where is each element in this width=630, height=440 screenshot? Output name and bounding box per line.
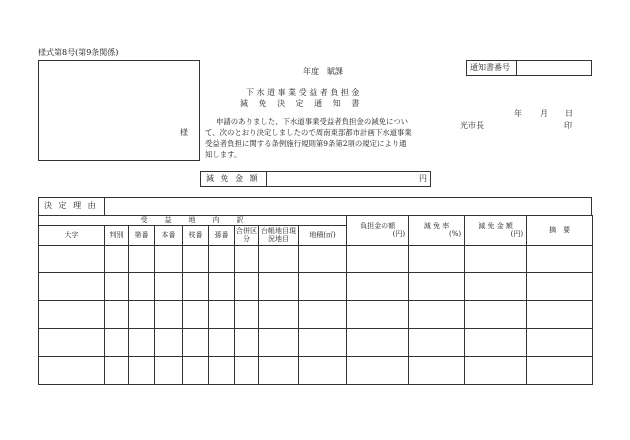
table-row xyxy=(39,273,593,301)
reason-box xyxy=(38,197,592,216)
title-line1: 下 水 道 事 業 受 益 者 負 担 金 xyxy=(246,88,360,97)
title-line2: 減 免 決 定 通 知 書 xyxy=(240,99,360,108)
col-exempt-amount: 減 免 金 額 (円) xyxy=(465,216,527,246)
body-line-1: 申請のありました、下水道事業受益者負担金の減免につい xyxy=(216,117,409,126)
body-line-3: 受益者負担に関する条例施行規則第9条第2項の規定により通 xyxy=(205,139,407,148)
issuer: 光市長 xyxy=(460,121,484,130)
table-row xyxy=(39,246,593,273)
col-edaban: 枝番 xyxy=(183,226,209,246)
seal: 印 xyxy=(564,121,572,130)
col-honban: 本番 xyxy=(155,226,183,246)
notice-number-divider xyxy=(516,60,517,76)
col-area: 地積(㎡) xyxy=(299,226,347,246)
date-day: 日 xyxy=(565,109,573,118)
breakdown-table xyxy=(38,215,593,385)
notice-number-label: 通知書番号 xyxy=(470,63,510,72)
fiscal-year-label: 年度 賦課 xyxy=(303,67,343,76)
exemption-amount-label: 減 免 金 額 xyxy=(206,174,260,183)
table-row xyxy=(39,357,593,385)
col-hanbetsu: 判別 xyxy=(105,226,129,246)
reason-divider xyxy=(104,197,105,216)
col-rate: 減 免 率 (%) xyxy=(409,216,465,246)
addressee-box xyxy=(38,60,200,161)
date-month: 月 xyxy=(540,109,548,118)
exemption-amount-unit: 円 xyxy=(419,174,427,183)
col-remarks: 摘 要 xyxy=(527,216,593,246)
date-year: 年 xyxy=(514,109,522,118)
exemption-amount-divider xyxy=(266,171,267,187)
table-row xyxy=(39,301,593,329)
form-number: 様式第8号(第9条関係) xyxy=(38,48,119,57)
col-burden-amount: 負担金の額 (円) xyxy=(347,216,409,246)
col-gappei: 合併区分 xyxy=(235,226,259,246)
col-daiban: 第番 xyxy=(129,226,155,246)
table-row xyxy=(39,329,593,357)
col-oaza: 大字 xyxy=(39,226,105,246)
addressee-suffix: 様 xyxy=(180,128,188,137)
group-header: 受 益 地 内 訳 xyxy=(39,216,347,226)
col-chimoku: 台帳地目現況地目 xyxy=(259,226,299,246)
body-line-2: て、次のとおり決定しましたので周南東部都市計画下水道事業 xyxy=(205,128,412,137)
reason-label: 決 定 理 由 xyxy=(44,201,98,210)
col-magoban: 孫番 xyxy=(209,226,235,246)
body-line-4: 知します。 xyxy=(205,150,242,159)
